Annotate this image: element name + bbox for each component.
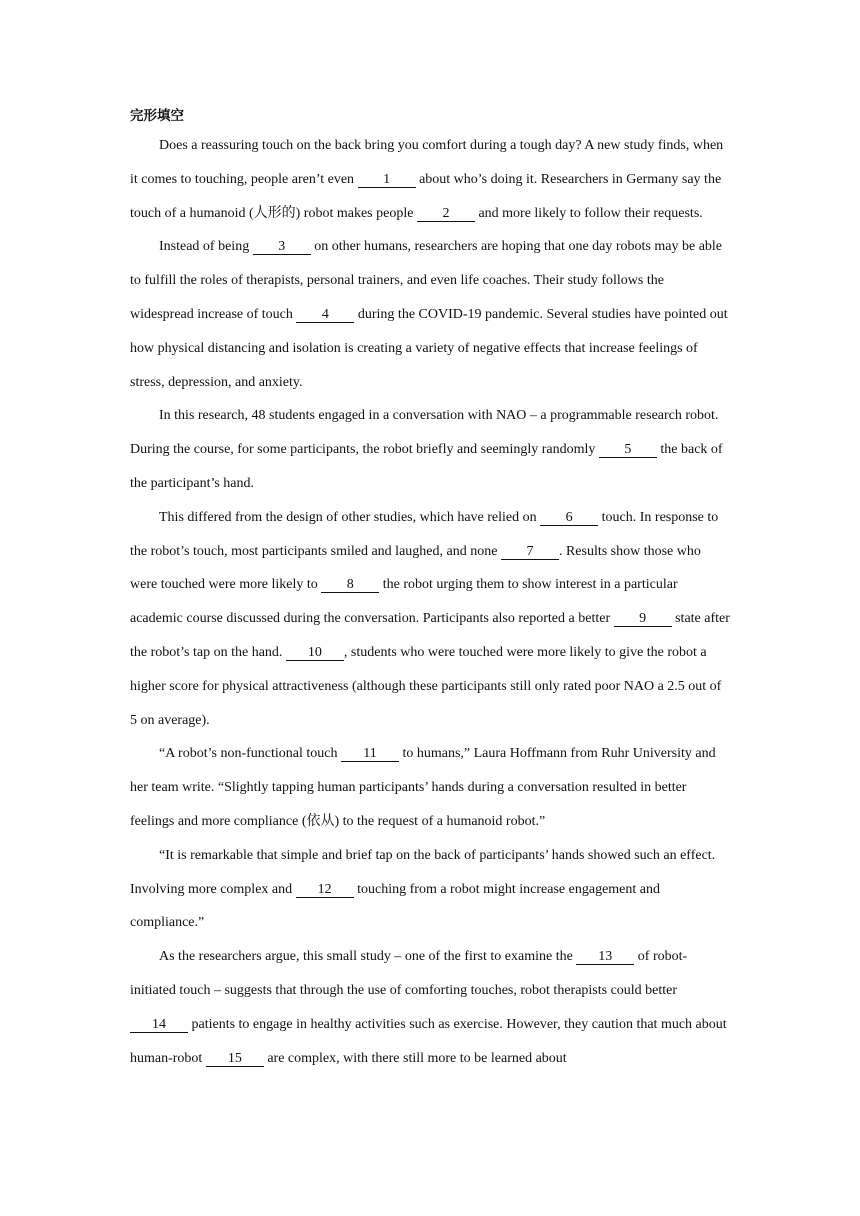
paragraph-4 (130, 501, 730, 738)
document-page (130, 103, 730, 1075)
text-run: state after the robot’s tap on the hand. (130, 611, 730, 660)
text-run: patients to engage in healthy activities such as exercise. However, they caution that much about human-robot (130, 1016, 727, 1066)
text-run: the back of the participant’s hand. (130, 442, 723, 491)
blank-2: 2 (417, 206, 475, 222)
paragraph-1 (130, 129, 730, 230)
section-heading: 完形填空 (130, 108, 184, 124)
text-run: about who’s doing it. Researchers in Germany say the touch of a humanoid (人形的) robot makes people (130, 171, 722, 221)
text-run: As the researchers argue, this small study – one of the first to examine the (159, 949, 577, 965)
text-run: touching from a robot might increase engagement and compliance.” (130, 881, 660, 931)
text-run: to humans,” Laura Hoffmann from Ruhr University and her team write. “Slightly tapping human participants’ hands during a conversation resulted in better feelings and more compliance (依从) to the request of a humanoid robot.” (130, 746, 716, 829)
text-run: touch. In response to the robot’s touch, most participants smiled and laughed, and none (130, 509, 719, 559)
blank-3: 3 (253, 239, 311, 255)
blank-11: 11 (341, 746, 399, 762)
blank-7: 7 (501, 544, 559, 560)
text-run: and more likely to follow their requests. (474, 205, 703, 221)
paragraph-7 (130, 940, 730, 1075)
blank-10: 10 (286, 645, 344, 661)
blank-5: 5 (599, 442, 657, 458)
text-run: , students who were touched were more likely to give the robot a higher score for physical attractiveness (although these participants still only rated poor NAO a 2.5 out of 5 on average). (130, 644, 722, 728)
text-run: of robot-initiated touch – suggests that through the use of comforting touches, robot therapists could better (130, 949, 688, 998)
paragraph-6 (130, 839, 730, 940)
paragraph-2 (130, 230, 730, 399)
text-run: “It is remarkable that simple and brief tap on the back of participants’ hands showed such an effect. Involving more complex and (130, 847, 716, 897)
blank-12: 12 (296, 882, 354, 898)
text-run: . Results show those who were touched were more likely to (130, 543, 701, 593)
text-run: Instead of being (159, 239, 253, 255)
blank-8: 8 (321, 577, 379, 593)
text-run: are complex, with there still more to be learned about (263, 1050, 567, 1066)
text-run: “A robot’s non-functional touch (159, 746, 341, 762)
blank-1: 1 (358, 172, 416, 188)
blank-14: 14 (130, 1017, 188, 1033)
blank-4: 4 (296, 307, 354, 323)
text-run: the robot urging them to show interest in a particular academic course discussed during the conversation. Participants also reported a better (130, 577, 678, 627)
text-run: In this research, 48 students engaged in a conversation with NAO – a programmable research robot. During the course, for some participants, the robot briefly and seemingly randomly (130, 408, 719, 458)
paragraph-3 (130, 399, 730, 500)
text-run: on other humans, researchers are hoping that one day robots may be able to fulfill the roles of therapists, personal trainers, and even life coaches. Their study follows the widespread increase of touch (130, 239, 723, 322)
paragraph-5 (130, 737, 730, 838)
blank-13: 13 (576, 949, 634, 965)
text-run: This differed from the design of other studies, which have relied on (159, 509, 541, 525)
text-run: Does a reassuring touch on the back bring you comfort during a tough day? A new study finds, when it comes to touching, people aren’t even (130, 138, 724, 187)
blank-6: 6 (540, 510, 598, 526)
blank-9: 9 (614, 611, 672, 627)
text-run: during the COVID-19 pandemic. Several studies have pointed out how physical distancing and isolation is creating a variety of negative effects that increase feelings of stress, depression, and anxiety. (130, 306, 728, 390)
blank-15: 15 (206, 1051, 264, 1067)
